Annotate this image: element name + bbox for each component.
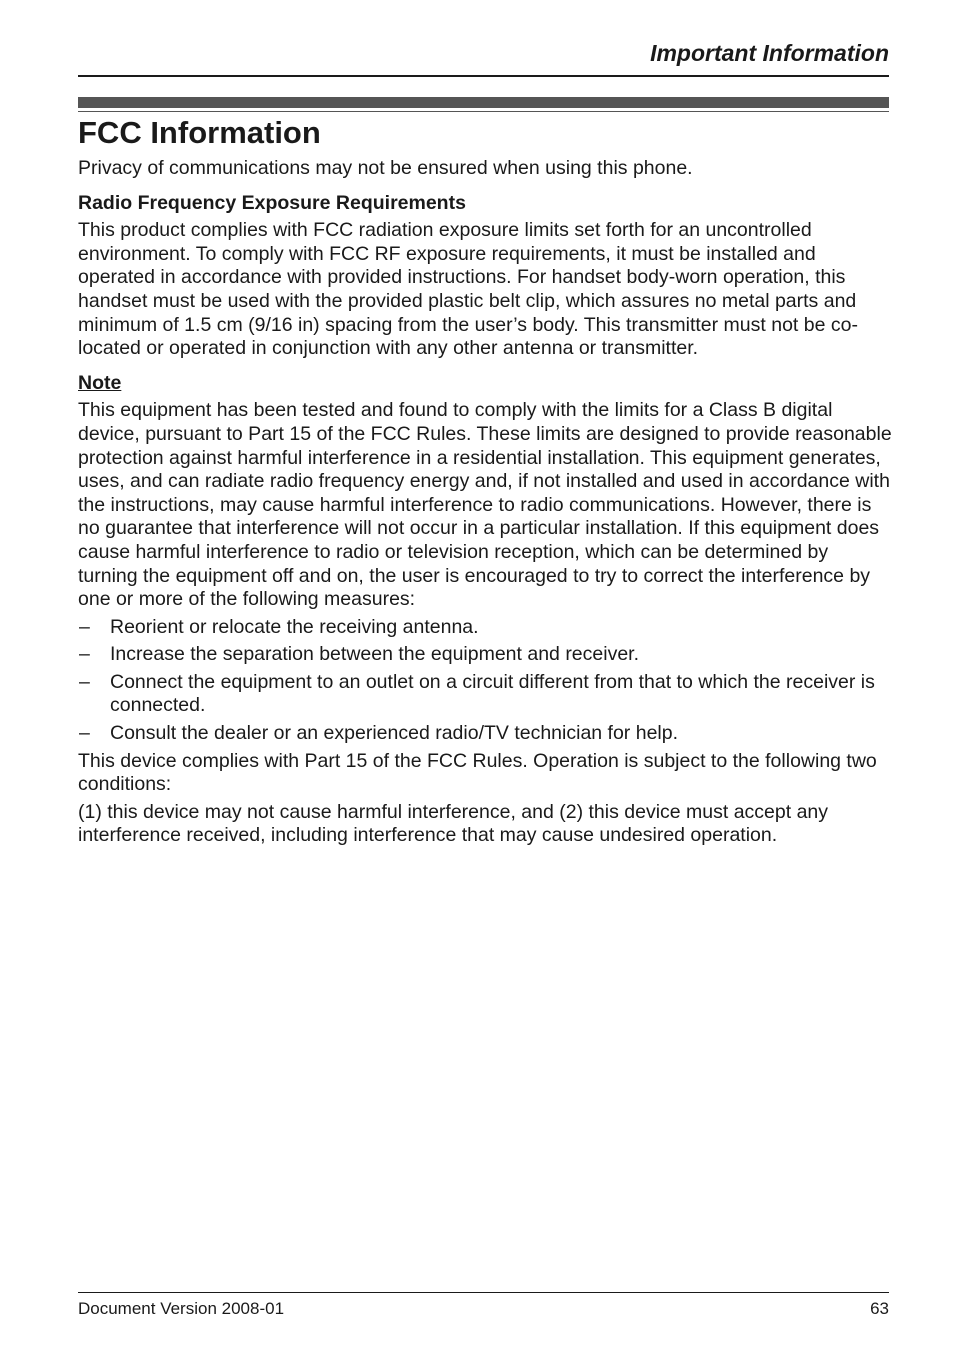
list-item-text: Consult the dealer or an experienced radio/TV technician for help.: [110, 722, 679, 745]
conditions-paragraph: (1) this device may not cause harmful interference, and (2) this device must accept any interference received, including interference that may cause undesired operation.: [78, 800, 829, 847]
document-version: Document Version 2008-01: [78, 1299, 285, 1318]
intro-paragraph: Privacy of communications may not be ensured when using this phone.: [78, 157, 693, 179]
rf-heading: Radio Frequency Exposure Requirements: [78, 191, 466, 214]
note-label: Note: [78, 371, 122, 394]
rf-paragraph: This product complies with FCC radiation exposure limits set forth for an uncontrolled environment. To comply with FCC RF exposure requirements, it must be installed and operated in accordance with provided instructions. For handset body-worn operation, this handset must be used with the provided plastic belt clip, which assures no metal parts and minimum of 1.5 cm (9/16 in) spacing from the user’s body. This transmitter must not be co-located or operated in conjunction with any other antenna or transmitter.: [78, 219, 858, 360]
running-header: Important Information: [650, 40, 889, 66]
bullet-dash: –: [79, 670, 90, 693]
list-item-text: Reorient or relocate the receiving antenna.: [110, 615, 479, 638]
document-page: [78, 0, 892, 1352]
page-number: 63: [870, 1299, 889, 1318]
bullet-dash: –: [79, 615, 90, 638]
main-content: [78, 157, 893, 848]
list-item: [78, 722, 893, 746]
section-bar-underline: [78, 111, 889, 112]
list-item-text: Connect the equipment to an outlet on a circuit different from that to which the receiver is connected.: [110, 670, 875, 717]
measures-list: [78, 616, 893, 746]
bullet-dash: –: [79, 722, 90, 745]
list-item: [78, 616, 893, 640]
list-item: [78, 643, 893, 667]
footer-rule: [78, 1292, 889, 1293]
compliance-paragraph: This device complies with Part 15 of the FCC Rules. Operation is subject to the following two conditions:: [78, 749, 877, 796]
list-item: [78, 671, 893, 718]
header-rule: [78, 75, 889, 77]
note-paragraph: This equipment has been tested and found to comply with the limits for a Class B digital device, pursuant to Part 15 of the FCC Rules. These limits are designed to provide reasonable protection against harmful interference in a residential installation. This equipment generates, uses, and can radiate radio frequency energy and, if not installed and used in accordance with the instructions, may cause harmful interference to radio communications. However, there is no guarantee that interference will not occur in a particular installation. If this equipment does cause harmful interference to radio or television reception, which can be determined by turning the equipment off and on, the user is encouraged to try to correct the interference by one or more of the following measures:: [78, 399, 892, 611]
bullet-dash: –: [79, 643, 90, 666]
list-item-text: Increase the separation between the equipment and receiver.: [110, 643, 640, 666]
page-title: FCC Information: [78, 115, 321, 150]
section-bar: [78, 97, 889, 108]
